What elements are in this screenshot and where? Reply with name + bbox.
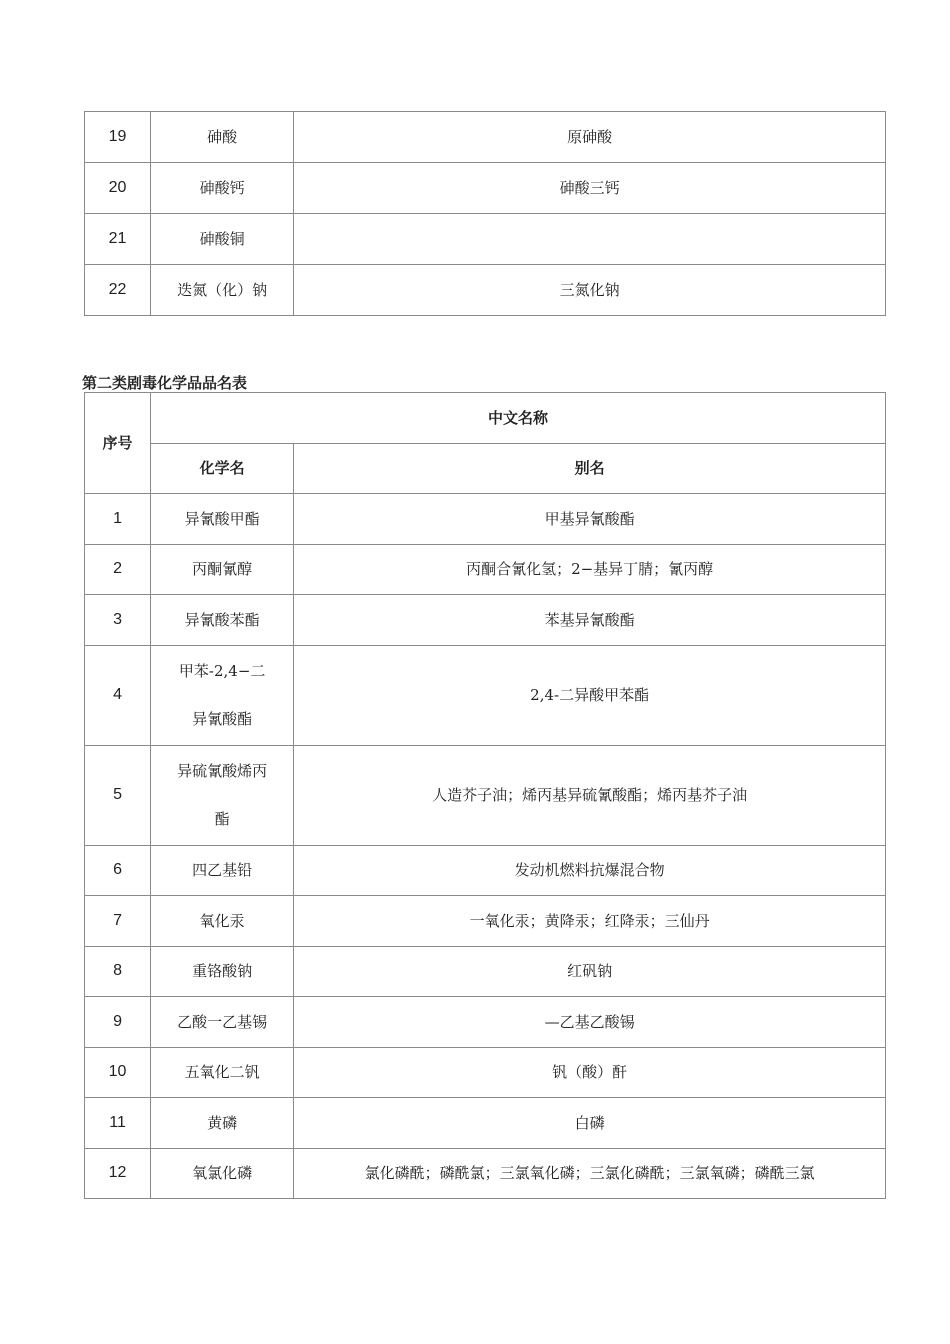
alias: 白磷 bbox=[294, 1098, 886, 1149]
chemical-name bbox=[151, 645, 294, 745]
alias: 氯化磷酰；磷酰氯；三氯氧化磷；三氯化磷酰；三氯氧磷；磷酰三氯 bbox=[294, 1148, 886, 1199]
row-number: 10 bbox=[85, 1047, 151, 1098]
alias: —乙基乙酸锡 bbox=[294, 997, 886, 1048]
table-row bbox=[85, 163, 886, 214]
row-number: 11 bbox=[85, 1098, 151, 1149]
row-number: 12 bbox=[85, 1148, 151, 1199]
row-number: 20 bbox=[85, 163, 151, 214]
alias: 砷酸三钙 bbox=[294, 163, 886, 214]
chemical-name: 四乙基铅 bbox=[151, 845, 294, 896]
table-row bbox=[85, 845, 886, 896]
header-chinese-name: 中文名称 bbox=[151, 393, 886, 444]
table-row bbox=[85, 265, 886, 316]
chemical-name-line1: 异硫氰酸烯丙 bbox=[177, 762, 268, 780]
table-row bbox=[85, 997, 886, 1048]
row-number: 22 bbox=[85, 265, 151, 316]
row-number: 2 bbox=[85, 544, 151, 595]
alias: 人造芥子油；烯丙基异硫氰酸酯；烯丙基芥子油 bbox=[294, 745, 886, 845]
chemical-name: 氧化汞 bbox=[151, 896, 294, 947]
alias: 丙酮合氰化氢；2−基异丁腈；氰丙醇 bbox=[294, 544, 886, 595]
chemical-name-line2: 异氰酸酯 bbox=[192, 710, 253, 728]
table-row bbox=[85, 595, 886, 646]
alias: 钒（酸）酐 bbox=[294, 1047, 886, 1098]
header-row bbox=[85, 393, 886, 444]
table-row bbox=[85, 1098, 886, 1149]
chemical-name: 砷酸 bbox=[151, 112, 294, 163]
table-row bbox=[85, 946, 886, 997]
alias: 一氧化汞；黄降汞；红降汞；三仙丹 bbox=[294, 896, 886, 947]
header-alias: 别名 bbox=[294, 443, 886, 494]
row-number: 6 bbox=[85, 845, 151, 896]
table-row bbox=[85, 112, 886, 163]
table-row bbox=[85, 896, 886, 947]
chemical-name: 异氰酸苯酯 bbox=[151, 595, 294, 646]
table-row bbox=[85, 494, 886, 545]
alias: 2,4-二异酸甲苯酯 bbox=[294, 645, 886, 745]
row-number: 1 bbox=[85, 494, 151, 545]
row-number: 5 bbox=[85, 745, 151, 845]
chemical-name: 砷酸钙 bbox=[151, 163, 294, 214]
chemical-name: 重铬酸钠 bbox=[151, 946, 294, 997]
alias: 发动机燃料抗爆混合物 bbox=[294, 845, 886, 896]
table-row bbox=[85, 1148, 886, 1199]
alias: 红矾钠 bbox=[294, 946, 886, 997]
table-row bbox=[85, 544, 886, 595]
alias bbox=[294, 214, 886, 265]
header-number: 序号 bbox=[85, 393, 151, 494]
chemical-name: 迭氮（化）钠 bbox=[151, 265, 294, 316]
alias: 甲基异氰酸酯 bbox=[294, 494, 886, 545]
chemical-name bbox=[151, 745, 294, 845]
chemical-name-line2: 酯 bbox=[214, 810, 230, 828]
row-number: 8 bbox=[85, 946, 151, 997]
chemical-name: 异氰酸甲酯 bbox=[151, 494, 294, 545]
chemical-name-line1: 甲苯-2,4−二 bbox=[178, 662, 266, 680]
section-title: 第二类剧毒化学品品名表 bbox=[82, 374, 248, 392]
table-row bbox=[85, 645, 886, 745]
alias: 苯基异氰酸酯 bbox=[294, 595, 886, 646]
row-number: 21 bbox=[85, 214, 151, 265]
row-number: 4 bbox=[85, 645, 151, 745]
alias: 原砷酸 bbox=[294, 112, 886, 163]
chemical-name: 乙酸一乙基锡 bbox=[151, 997, 294, 1048]
table-row bbox=[85, 745, 886, 845]
header-row bbox=[85, 443, 886, 494]
row-number: 7 bbox=[85, 896, 151, 947]
toxic-chemicals-table bbox=[84, 392, 886, 1199]
chemical-name: 五氧化二钒 bbox=[151, 1047, 294, 1098]
table-row bbox=[85, 1047, 886, 1098]
row-number: 3 bbox=[85, 595, 151, 646]
chemical-name: 氧氯化磷 bbox=[151, 1148, 294, 1199]
header-chemical-name: 化学名 bbox=[151, 443, 294, 494]
chemical-name: 黄磷 bbox=[151, 1098, 294, 1149]
chemical-name: 砷酸铜 bbox=[151, 214, 294, 265]
alias: 三氮化钠 bbox=[294, 265, 886, 316]
row-number: 9 bbox=[85, 997, 151, 1048]
row-number: 19 bbox=[85, 112, 151, 163]
table-row bbox=[85, 214, 886, 265]
chemical-name: 丙酮氰醇 bbox=[151, 544, 294, 595]
continued-table bbox=[84, 111, 886, 316]
